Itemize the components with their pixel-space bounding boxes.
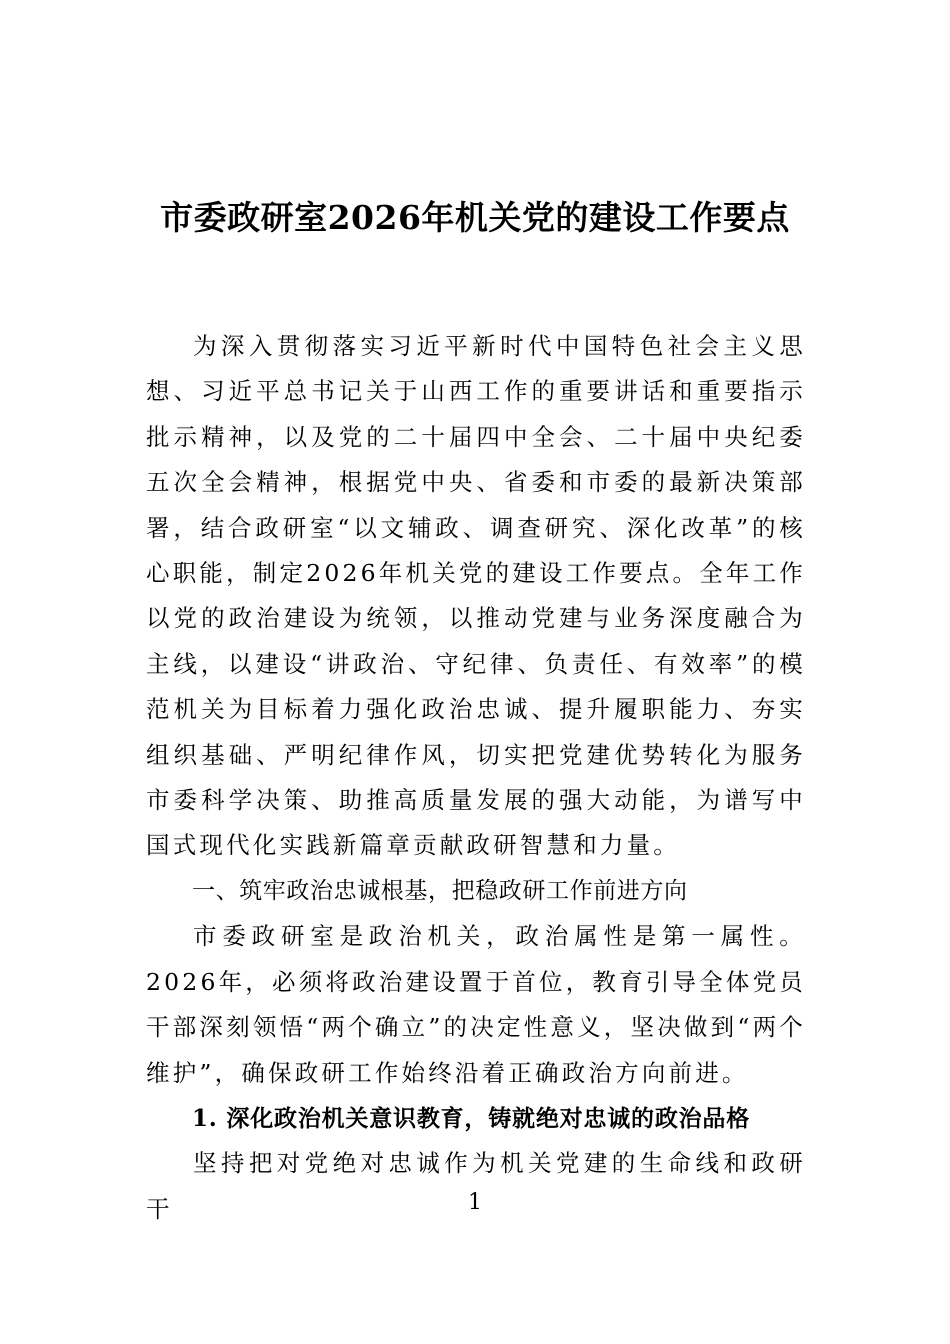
section-1-heading: 一、筑牢政治忠诚根基，把稳政研工作前进方向 [192,877,688,904]
subsection-1-paragraph: 坚持把对党绝对忠诚作为机关党建的生命线和政研干 [146,1149,806,1223]
document-body [146,324,806,1232]
document-title: 市委政研室2026年机关党的建设工作要点 [160,198,790,237]
intro-paragraph: 为深入贯彻落实习近平新时代中国特色社会主义思想、习近平总书记关于山西工作的重要讲话和重要指示批示精神，以及党的二十届四中全会、二十届中央纪委五次全会精神，根据党中央、省委和市委的最新决策部署，结合政研室“以文辅政、调查研究、深化改革”的核心职能，制定2026年机关党的建设工作要点。全年工作以党的政治建设为统领，以推动党建与业务深度融合为主线，以建设“讲政治、守纪律、负责任、有效率”的模范机关为目标着力强化政治忠诚、提升履职能力、夯实组织基础、严明纪律作风，切实把党建优势转化为服务市委科学决策、助推高质量发展的强大动能，为谱写中国式现代化实践新篇章贡献政研智慧和力量。 [146,332,807,860]
page-number: 1 [468,1190,482,1215]
subsection-1-heading: 1. 深化政治机关意识教育，铸就绝对忠诚的政治品格 [192,1104,751,1132]
section-1-paragraph: 市委政研室是政治机关，政治属性是第一属性。2026年，必须将政治建设置于首位，教育引导全体党员干部深刻领悟“两个确立”的决定性意义，坚决做到“两个维护”，确保政研工作始终沿着正确政治方向前进。 [146,922,807,1087]
